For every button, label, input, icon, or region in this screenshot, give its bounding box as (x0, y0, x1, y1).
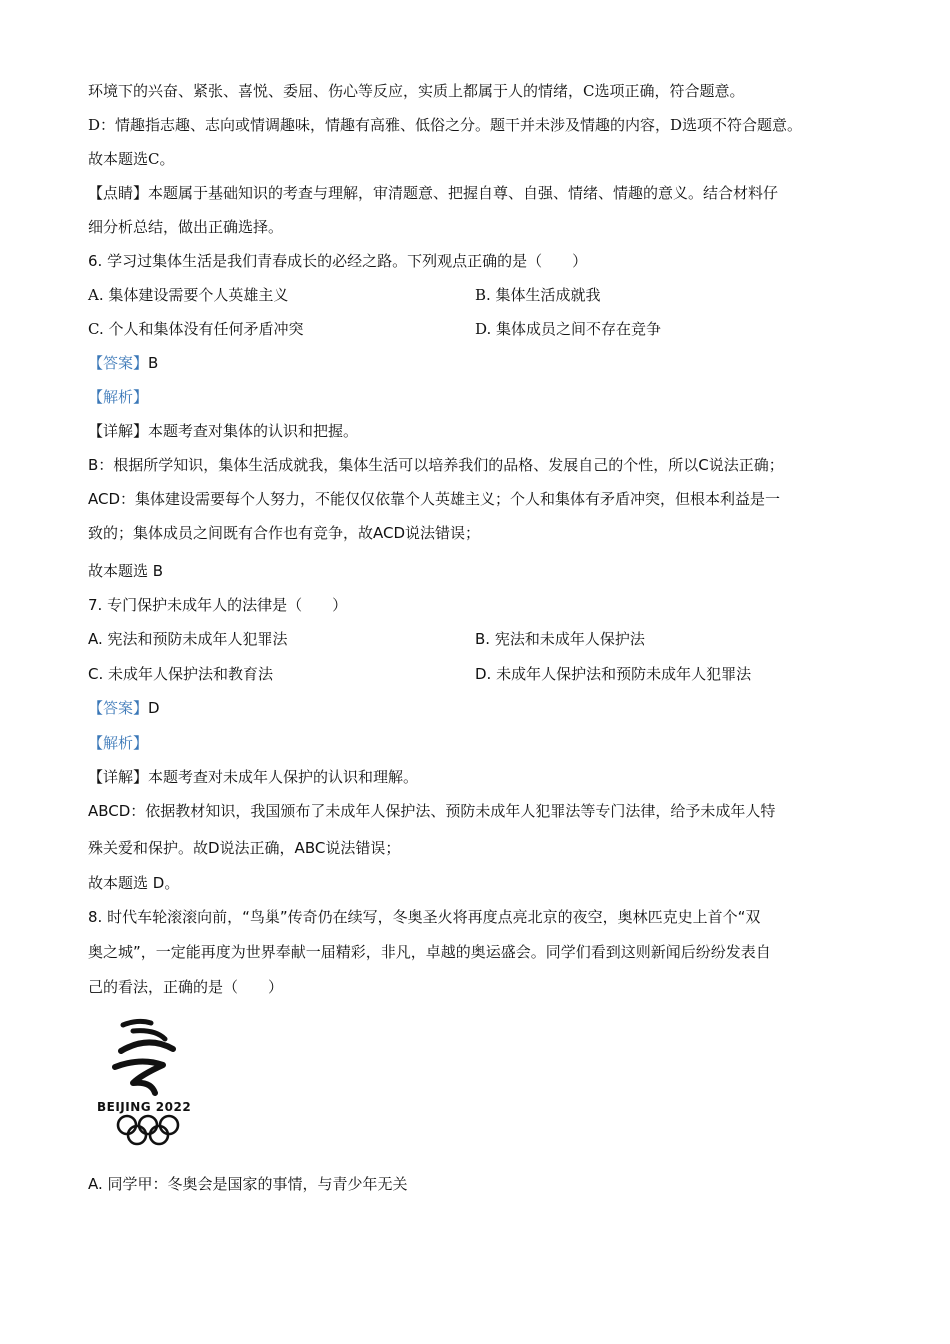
olympic-ring (150, 1126, 168, 1144)
q7-analysis-tag: 【解析】 (88, 734, 149, 752)
intro-line: D：情趣指志趣、志向或情调趣味，情趣有高雅、低俗之分。题干并未涉及情趣的内容，D选项不符合题意。 (88, 116, 803, 134)
q6-analysis-tag: 【解析】 (88, 388, 149, 406)
logo-brush-stroke (121, 1042, 173, 1051)
q7-conclusion: 故本题选 D。 (88, 874, 180, 892)
question-6-stem: 6. 学习过集体生活是我们青春成长的必经之路。下列观点正确的是（ ） (88, 252, 588, 270)
q7-option-d: D. 未成年人保护法和预防未成年人犯罪法 (475, 665, 752, 683)
q7-option-b: B. 宪法和未成年人保护法 (475, 630, 645, 648)
comment-line: 【点睛】本题属于基础知识的考查与理解，审清题意、把握自尊、自强、情绪、情趣的意义。结合材料仔 (88, 184, 779, 202)
answer-value: D (148, 699, 160, 717)
question-7-stem: 7. 专门保护未成年人的法律是（ ） (88, 596, 348, 614)
beijing-2022-logo (93, 1013, 208, 1153)
q7-answer (88, 698, 160, 718)
q6-answer (88, 353, 158, 373)
q6-option-a: A. 集体建设需要个人英雄主义 (88, 286, 289, 304)
question-8-stem: 己的看法，正确的是（ ） (88, 978, 284, 996)
q7-detail: 【详解】本题考查对未成年人保护的认识和理解。 (88, 768, 419, 786)
logo-brush-stroke (123, 1021, 151, 1025)
answer-value: B (148, 354, 159, 372)
answer-tag: 【答案】 (88, 354, 149, 372)
logo-brush-stroke (133, 1031, 165, 1039)
q6-option-d: D. 集体成员之间不存在竞争 (475, 320, 662, 338)
olympic-ring (160, 1116, 178, 1134)
logo-text: BEIJING 2022 (97, 1100, 192, 1114)
q6-detail: 【详解】本题考查对集体的认识和把握。 (88, 422, 359, 440)
q7-explanation: 殊关爱和保护。故D说法正确，ABC说法错误； (88, 839, 401, 857)
comment-line: 细分析总结，做出正确选择。 (88, 218, 284, 236)
q6-option-b: B. 集体生活成就我 (475, 286, 601, 304)
q6-explanation: 致的；集体成员之间既有合作也有竞争，故ACD说法错误； (88, 524, 481, 542)
q8-option-a: A. 同学甲：冬奥会是国家的事情，与青少年无关 (88, 1175, 408, 1193)
olympic-ring (128, 1126, 146, 1144)
question-8-stem: 8. 时代车轮滚滚向前，“鸟巢”传奇仍在续写，冬奥圣火将再度点亮北京的夜空，奥林匹克史上首个“双 (88, 908, 761, 926)
intro-line: 故本题选C。 (88, 150, 175, 168)
answer-tag: 【答案】 (88, 699, 149, 717)
q6-explanation: B：根据所学知识，集体生活成就我，集体生活可以培养我们的品格、发展自己的个性，所以C说法正确； (88, 456, 784, 474)
question-8-stem: 奥之城”，一定能再度为世界奉献一届精彩，非凡，卓越的奥运盛会。同学们看到这则新闻后纷纷发表自 (88, 943, 771, 961)
q7-explanation: ABCD：依据教材知识，我国颁布了未成年人保护法、预防未成年人犯罪法等专门法律，给予未成年人特 (88, 802, 776, 820)
olympic-ring (139, 1116, 157, 1134)
intro-line: 环境下的兴奋、紧张、喜悦、委屈、伤心等反应，实质上都属于人的情绪，C选项正确，符合题意。 (88, 82, 745, 100)
logo-brush-stroke (115, 1061, 163, 1093)
q6-conclusion: 故本题选 B (88, 562, 164, 580)
q7-option-c: C. 未成年人保护法和教育法 (88, 665, 274, 683)
q6-explanation: ACD：集体建设需要每个人努力，不能仅仅依靠个人英雄主义；个人和集体有矛盾冲突，但根本利益是一 (88, 490, 781, 508)
olympic-ring (118, 1116, 136, 1134)
q6-option-c: C. 个人和集体没有任何矛盾冲突 (88, 320, 304, 338)
q7-option-a: A. 宪法和预防未成年人犯罪法 (88, 630, 288, 648)
